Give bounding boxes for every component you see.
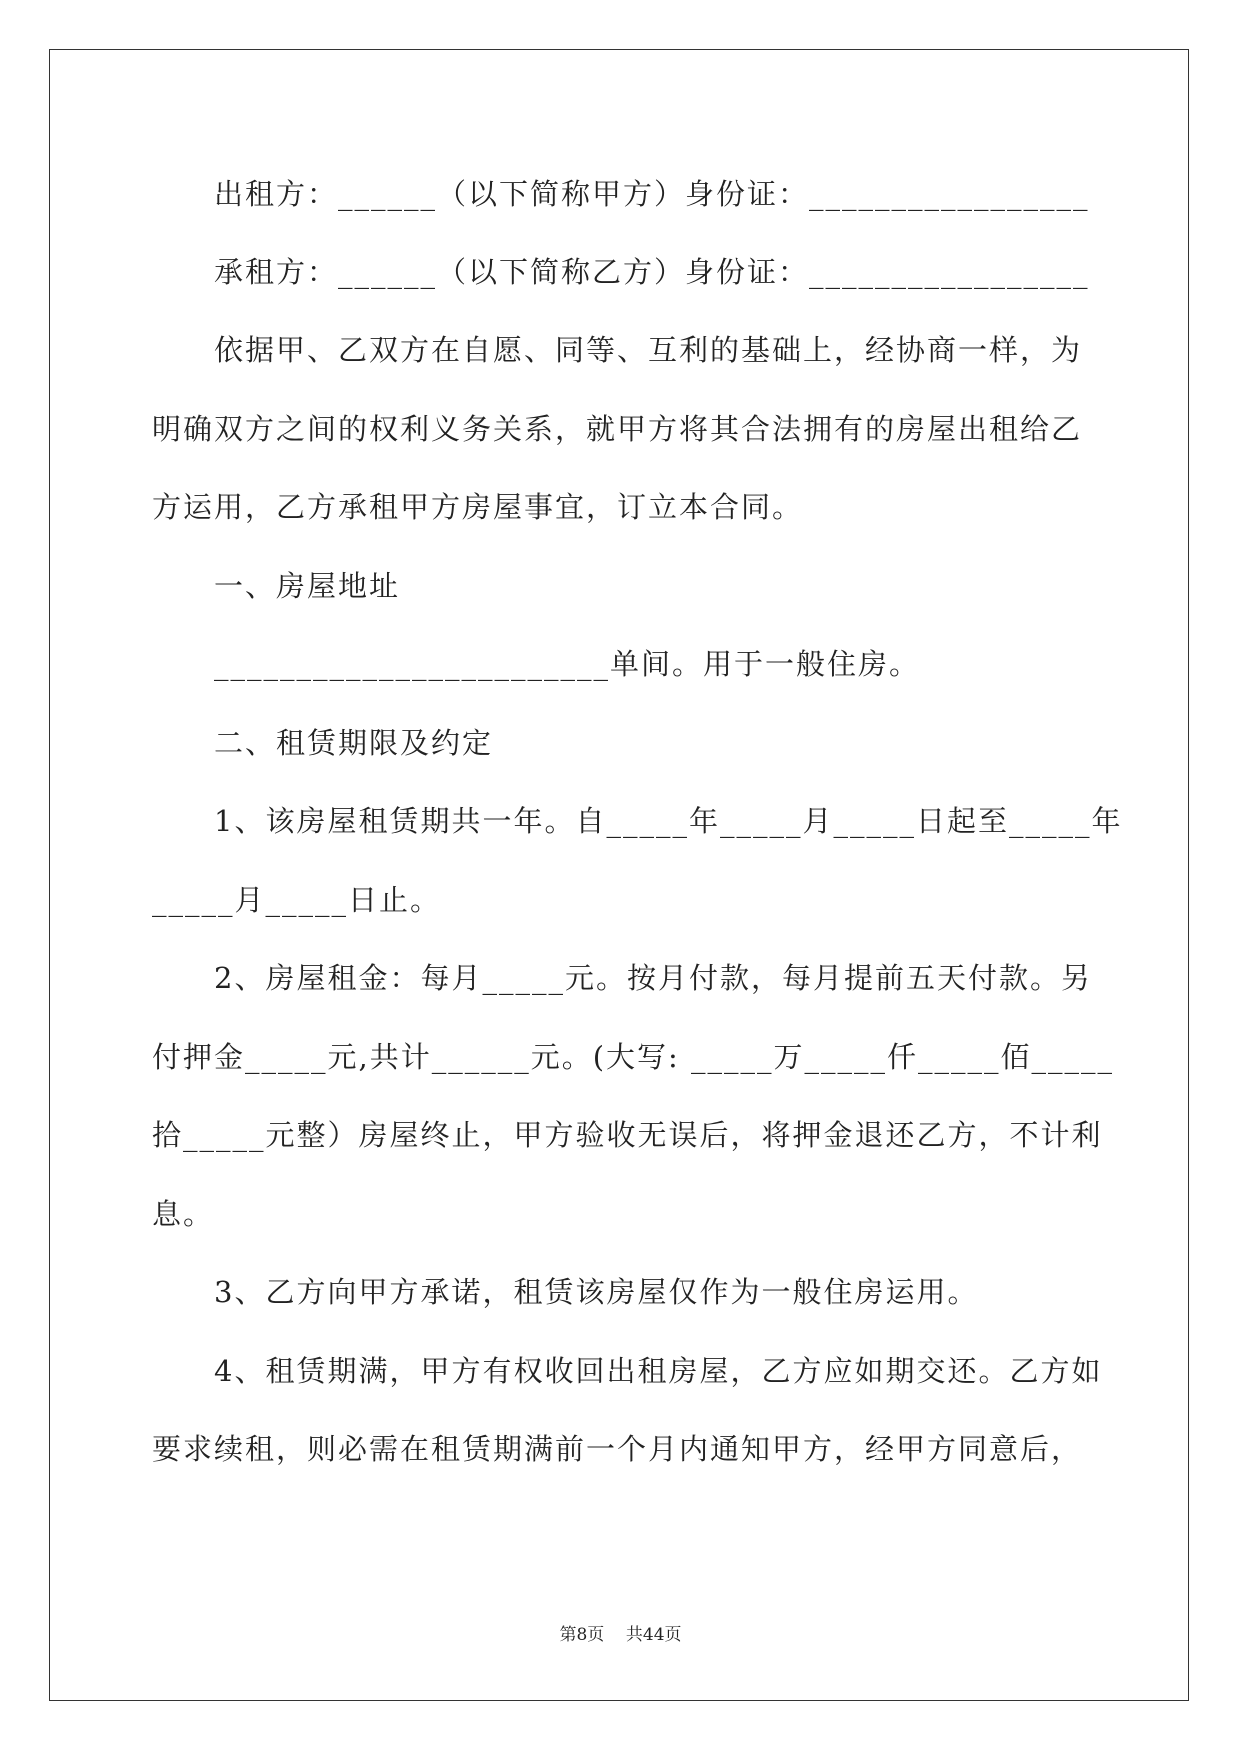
clause-1-line-2: _____月_____日止。	[152, 883, 442, 917]
page-number-footer: 第8页 共44页	[559, 1625, 682, 1645]
lessee-line: 承租方：______（以下简称乙方）身份证：_________________	[214, 255, 1090, 289]
preamble-line-1: 依据甲、乙双方在自愿、同等、互利的基础上，经协商一样，为	[214, 333, 1083, 367]
clause-2-line-4: 息。	[152, 1197, 215, 1231]
clause-2-line-3: 拾_____元整）房屋终止，甲方验收无误后，将押金退还乙方，不计利	[152, 1118, 1103, 1152]
clause-2-line-2: 付押金_____元,共计______元。(大写: _____万_____仟_____佰_____	[152, 1040, 1115, 1074]
clause-2-line-1: 2、房屋租金：每月_____元。按月付款，每月提前五天付款。另	[214, 961, 1092, 995]
clause-4-line-2: 要求续租，则必需在租赁期满前一个月内通知甲方，经甲方同意后，	[152, 1432, 1083, 1466]
section-heading-term: 二、租赁期限及约定	[214, 726, 494, 760]
address-line: ________________________单间。用于一般住房。	[214, 647, 921, 681]
clause-4-line-1: 4、租赁期满，甲方有权收回出租房屋，乙方应如期交还。乙方如	[214, 1354, 1103, 1388]
clause-1-line-1: 1、该房屋租赁期共一年。自_____年_____月_____日起至_____年	[214, 804, 1123, 838]
preamble-line-3: 方运用，乙方承租甲方房屋事宜，订立本合同。	[152, 490, 804, 524]
section-heading-address: 一、房屋地址	[214, 569, 401, 603]
lessor-line: 出租方：______（以下简称甲方）身份证：_________________	[214, 177, 1090, 211]
clause-3-line-1: 3、乙方向甲方承诺，租赁该房屋仅作为一般住房运用。	[214, 1275, 979, 1309]
preamble-line-2: 明确双方之间的权利义务关系，就甲方将其合法拥有的房屋出租给乙	[152, 412, 1083, 446]
